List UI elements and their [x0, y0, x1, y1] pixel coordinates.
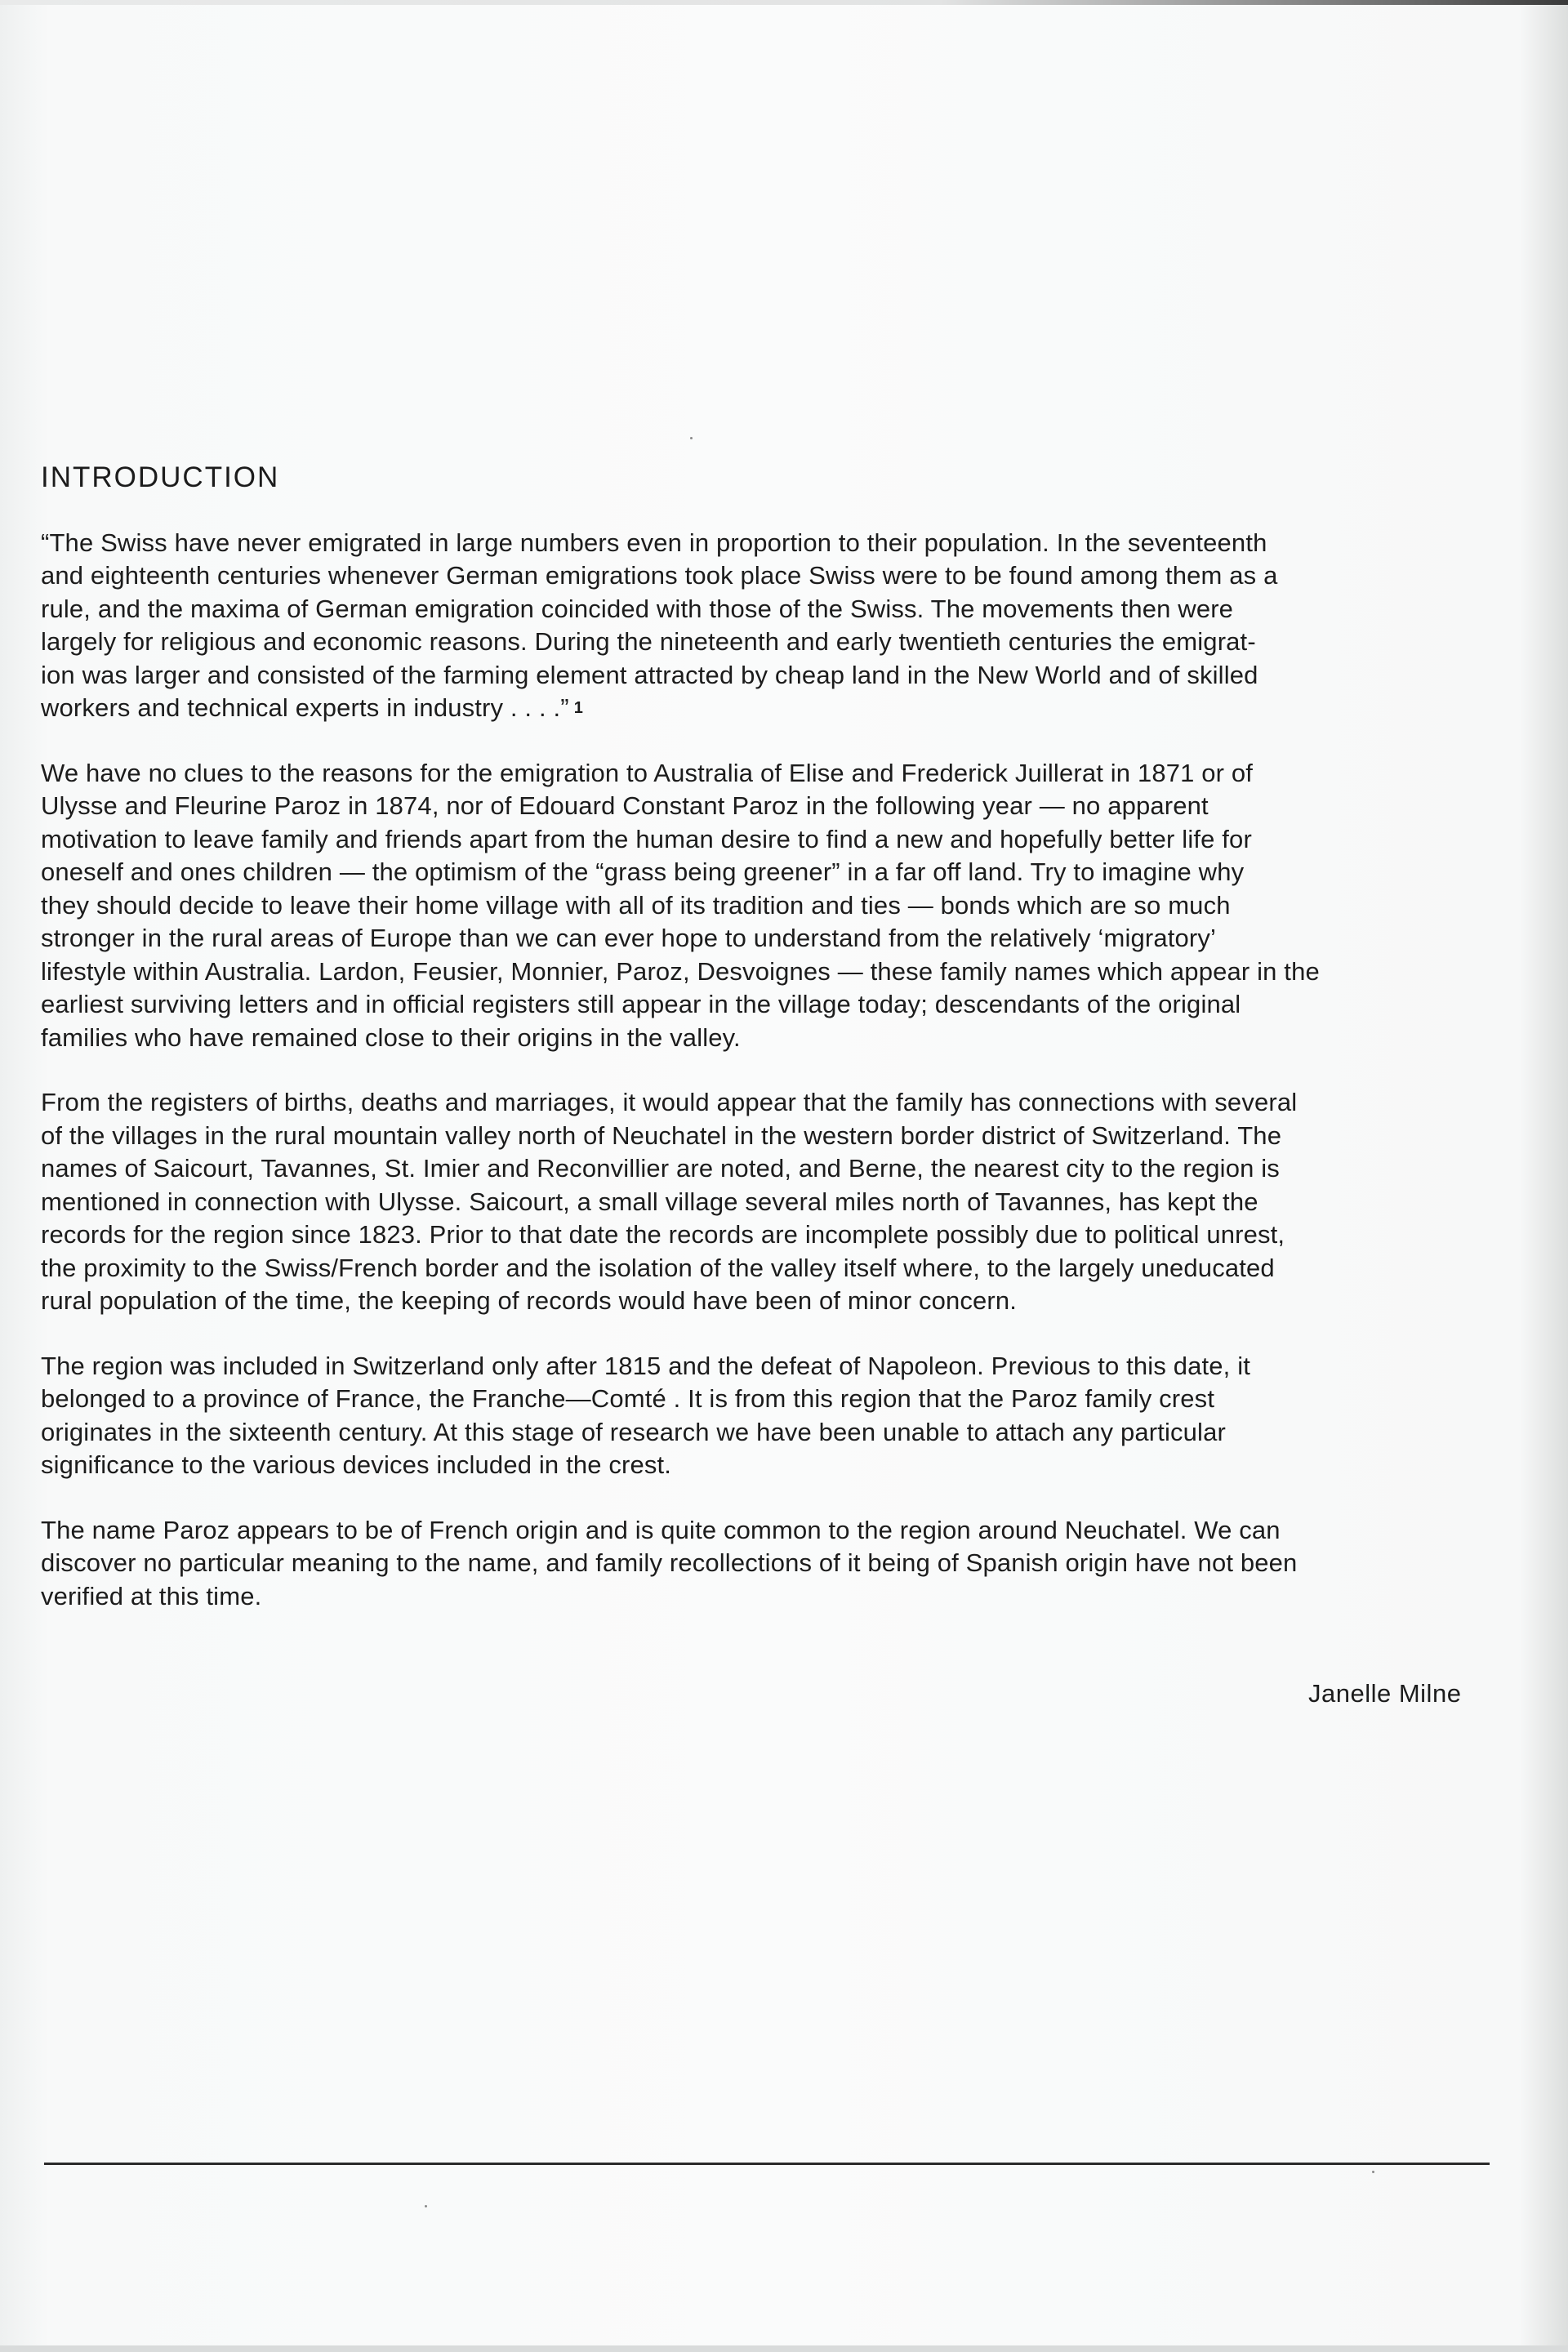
paper-speck: [690, 437, 693, 439]
paragraph-name-origin: The name Paroz appears to be of French origin and is quite common to the region around Neuchatel. We can discover no particular meaning to the name, and family recollections of it being of Spanish origin have not been verified at this time.: [41, 1515, 1298, 1610]
page-top-edge: [0, 0, 1568, 5]
paragraph-emigration: We have no clues to the reasons for the emigration to Australia of Elise and Frederick Juillerat in 1871 or of Ulysse and Fleurine Paroz in 1874, nor of Edouard Constant Paroz in the following year — no apparent motivation to leave family and friends apart from the human desire to find a new and hopefully better life for oneself and ones children — the optimism of the “grass being greener” in a far off land. Try to imagine why they should decide to leave their home village with all of its tradition and ties — bonds which are so much stronger in the rural areas of Europe than we can ever hope to understand from the relatively ‘migratory’ lifestyle within Australia. Lardon, Feusier, Monnier, Paroz, Desvoignes — these family names which appear in the earliest surviving letters and in official registers still appear in the village today; descendants of the original families who have remained close to their origins in the valley.: [41, 758, 1320, 1052]
page-bottom-edge: [0, 2345, 1568, 2352]
paper-speck: [1372, 2171, 1374, 2173]
paragraph-region-history: The region was included in Switzerland only after 1815 and the defeat of Napoleon. Previous to this date, it belonged to a province of France, the Franche—Comté . It is from this region that the Paroz family crest originates in the sixteenth century. At this stage of research we have been unable to attach any particular significance to the various devices included in the crest.: [41, 1351, 1250, 1479]
paragraph-quote-text: “The Swiss have never emigrated in large numbers even in proportion to their population. In the seventeenth and eighteenth centuries whenever German emigrations took place Swiss were to be found among them as a rule, and the maxima of German emigration coincided with those of the Swiss. The movements then were largely for religious and economic reasons. During the nineteenth and early twentieth centuries the emigrat- ion was larger and consisted of the farming element attracted by cheap land in the New World and of skilled workers and technical experts in industry . . . .”: [41, 528, 1278, 722]
document-body: [41, 462, 1560, 1645]
paper-speck: [425, 2205, 427, 2207]
section-heading: INTRODUCTION: [41, 461, 280, 493]
author-signature: Janelle Milne: [1308, 1679, 1462, 1708]
footer-rule: [44, 2163, 1490, 2165]
paragraph-quote: [41, 527, 1560, 725]
paragraph-registers: From the registers of births, deaths and marriages, it would appear that the family has connections with several of the villages in the rural mountain valley north of Neuchatel in the western border district of Switzerland. The names of Saicourt, Tavannes, St. Imier and Reconvillier are noted, and Berne, the nearest city to the region is mentioned in connection with Ulysse. Saicourt, a small village several miles north of Tavannes, has kept the records for the region since 1823. Prior to that date the records are incomplete possibly due to political unrest, the proximity to the Swiss/French border and the isolation of the valley itself where, to the largely uneducated rural population of the time, the keeping of records would have been of minor concern.: [41, 1088, 1298, 1315]
footnote-marker: 1: [573, 699, 583, 717]
